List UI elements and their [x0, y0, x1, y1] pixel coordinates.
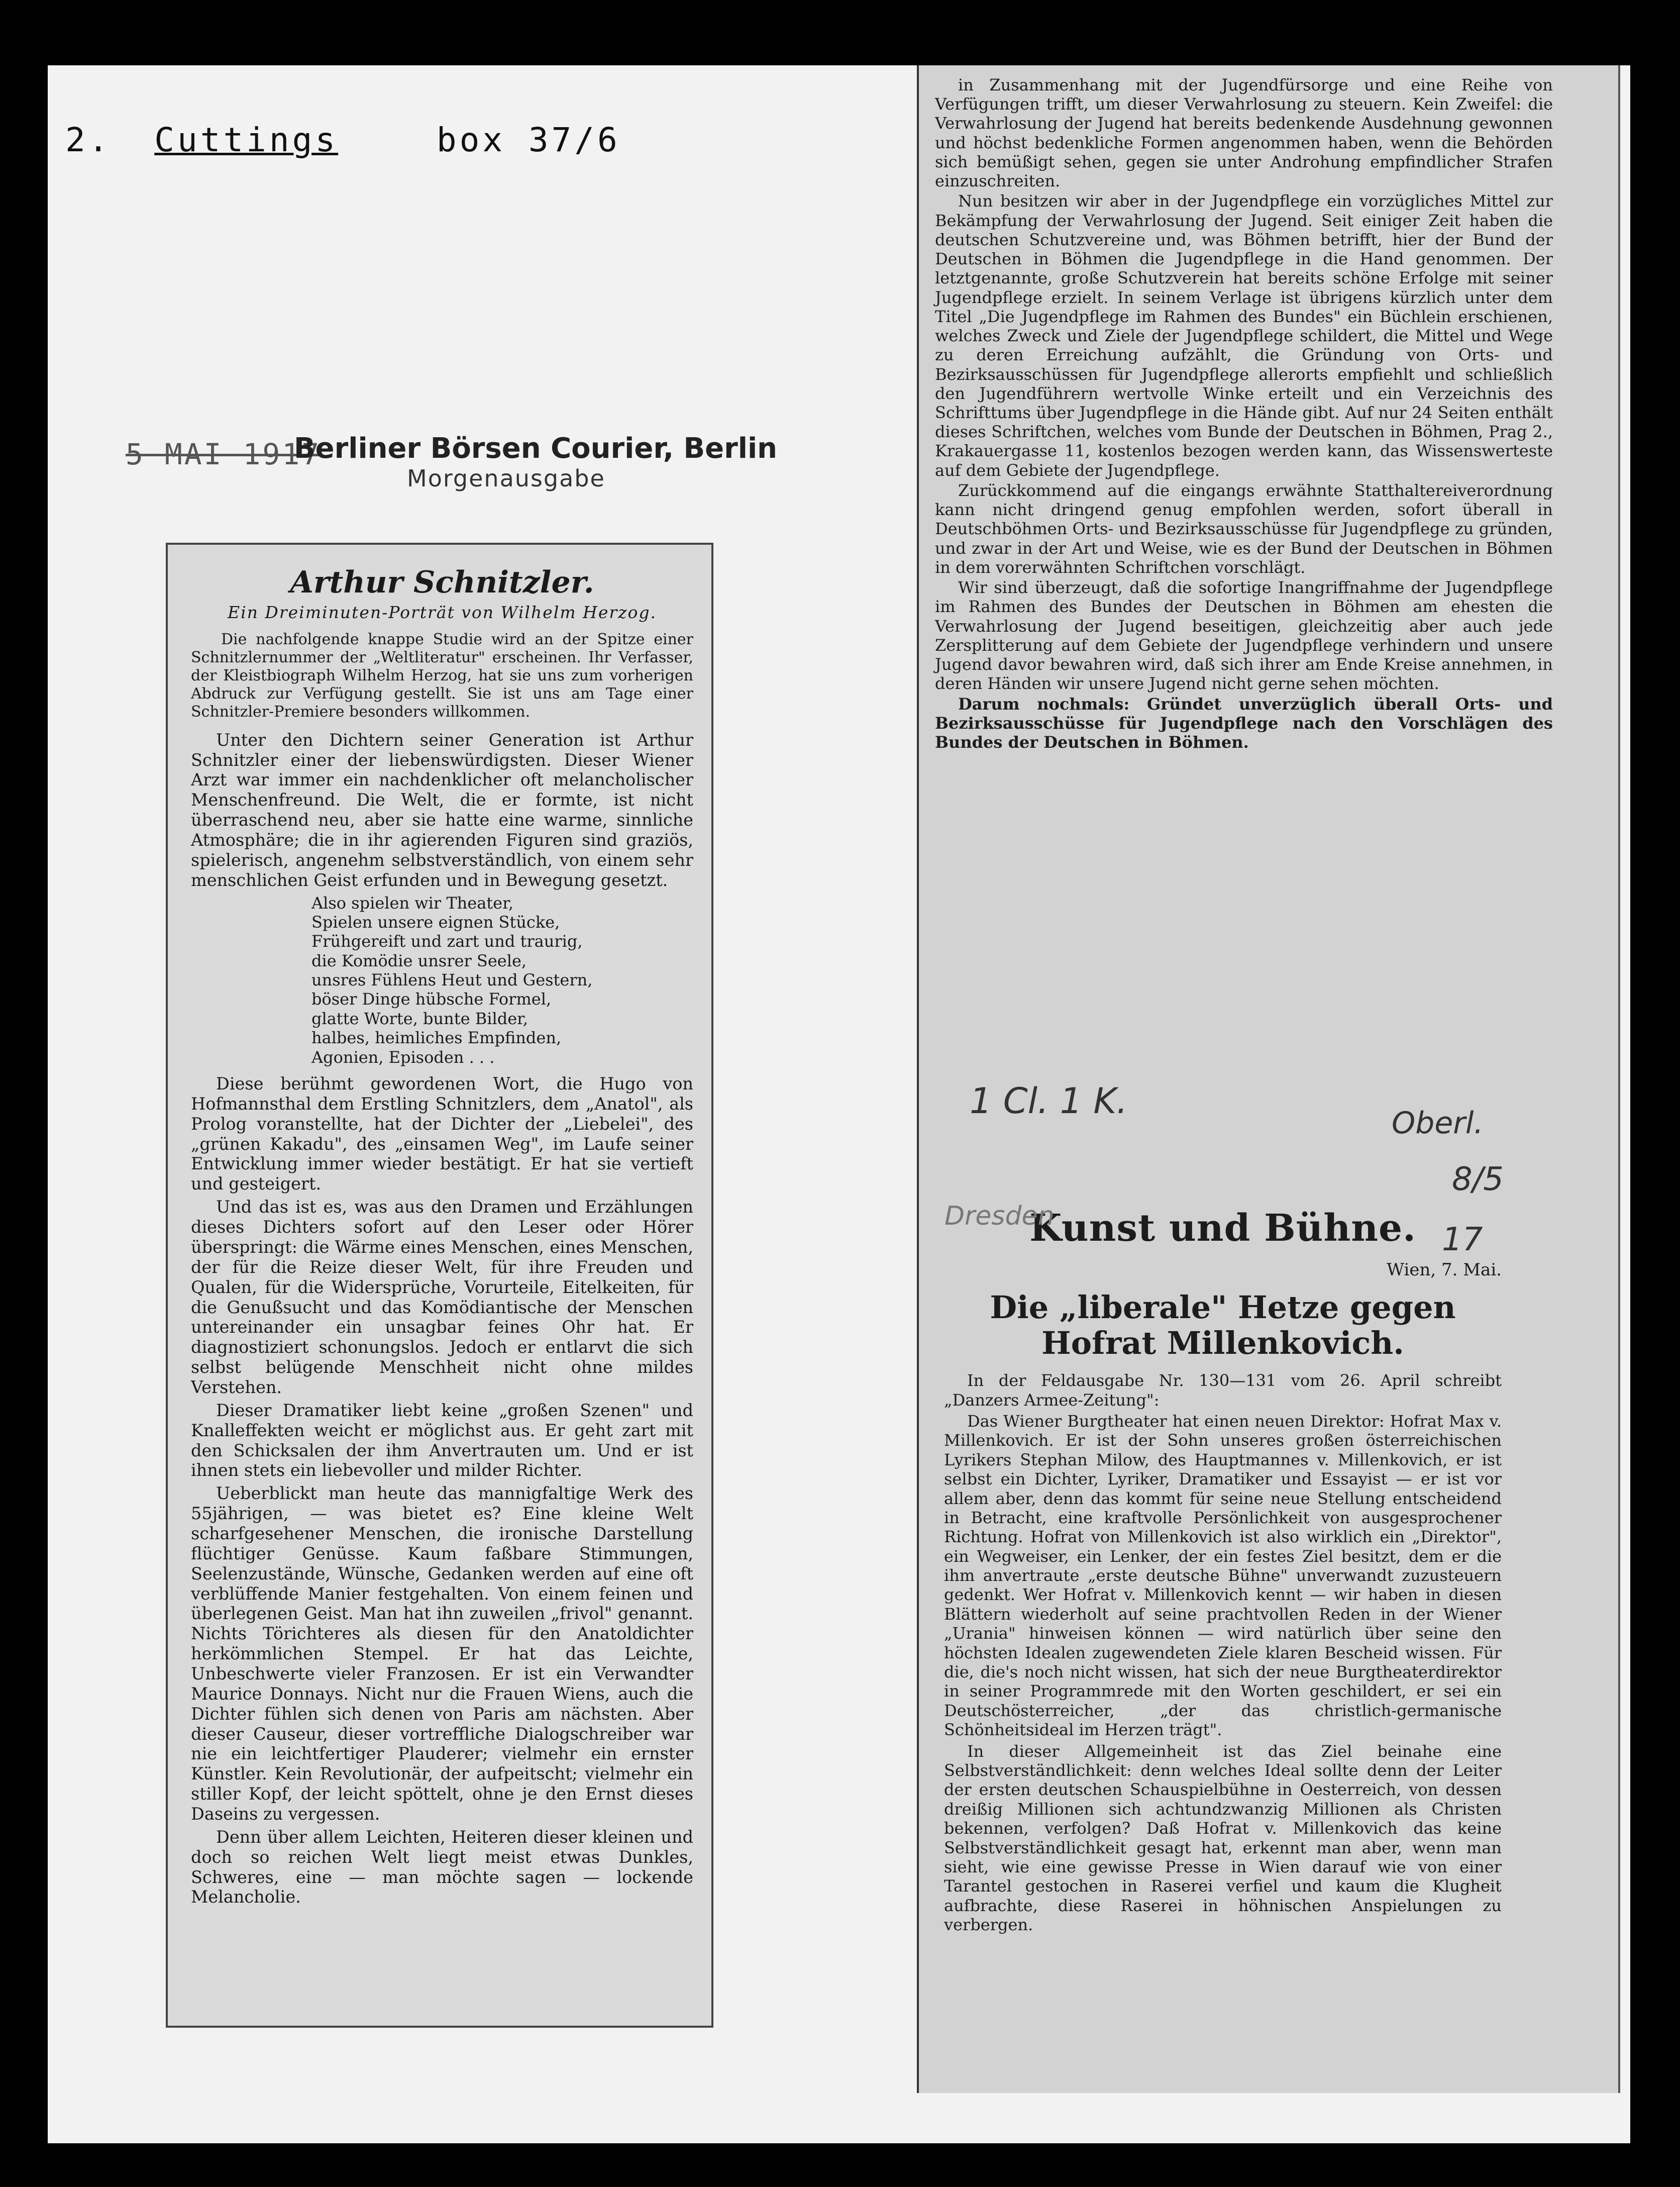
verse-line: Agonien, Episoden . . . — [311, 1047, 495, 1067]
archive-header — [65, 121, 620, 159]
verse-line: die Komödie unsrer Seele, — [311, 951, 527, 970]
date-stamp: 5 MAI 1917 — [126, 437, 322, 471]
article-paragraph: Zurückkommend auf die eingangs erwähnte Statthaltereiverordnung kann nicht dringend genug empfohlen werden, sofort überall in Deutschböhmen Orts- und Bezirksausschüsse für Jugendpflege zu gründen, und zwar in der Art und Weise, wie es der Bund der Deutschen in Böhmen in dem vorerwähnten Schriftchen vorschlägt. — [935, 480, 1553, 577]
poem-quote — [311, 893, 693, 1067]
article-paragraph: Diese berühmt gewordenen Wort, die Hugo von Hofmannsthal dem Erstling Schnitzlers, dem „Anatol", als Prolog voranstellte, hat der Dichter der „Liebelei", des „grünen Kakadu", des „einsamen Weg", im Laufe seiner Entwicklung immer wieder bestätigt. Er hat sie vertieft und gesteigert. — [191, 1074, 693, 1194]
article-headline: Die „liberale" Hetze gegen Hofrat Millenkovich. — [990, 1288, 1456, 1361]
article-paragraph: Denn über allem Leichten, Heiteren dieser kleinen und doch so reichen Welt liegt meist etwas Dunkles, Schweres, eine — man möchte sagen — lockende Melancholie. — [191, 1827, 693, 1907]
verse-line: Also spielen wir Theater, — [311, 893, 514, 913]
article-paragraph: Wir sind überzeugt, daß die sofortige Inangriffnahme der Jugendpflege im Rahmen des Bundes der Deutschen in Böhmen am ehesten die Verwahrlosung der Jugend beseitigen, gleichzeitig aber auch jede Zersplitterung auf dem Gebiete der Jugendpflege verhindern und unsere Jugend davor bewahren wird, daß sich ihrer am Ende Kreise annehmen, in deren Händen wir unsere Jugend nicht gerne sehen möchten. — [935, 578, 1553, 693]
handwritten-note: Dresden — [944, 1201, 1055, 1231]
handwritten-note: 17 — [1442, 1221, 1483, 1258]
article-paragraph: Dieser Dramatiker liebt keine „großen Szenen" und Knalleffekten weicht er möglichst aus. Er geht zart mit den Schicksalen der ihm Anvertrauten um. Und er ist ihnen stets ein liebevoller und milder Richter. — [191, 1400, 693, 1480]
article-paragraph: in Zusammenhang mit der Jugendfürsorge und eine Reihe von Verfügungen trifft, um dieser Verwahrlosung zu steuern. Kein Zweifel: die Verwahrlosung der Jugend hat bereits bedenkende Ausdehnung gewonnen und höchst bedenkliche Formen angenommen haben, wenn die Behörden sich bemüßigt sehen, gegen sie unter Androhung empfindlicher Strafen einzuschreiten. — [935, 75, 1553, 191]
handwritten-note: 1 Cl. 1 K. — [970, 1080, 1128, 1122]
article-paragraph: In dieser Allgemeinheit ist das Ziel beinahe eine Selbstverständlichkeit: denn welches Ideal sollte denn der Leiter der ersten deutschen Schauspielbühne in Oesterreich, von dessen dreißig Millionen sich achtundzwanzig Millionen als Christen bekennen, verfolgen? Daß Hofrat v. Millenkovich das keine Selbstverständlichkeit gesagt hat, erkennt man aber, wenn man sieht, wie eine gewisse Presse in Wien darauf wie von einer Tarantel gestochen in Raserei verfiel und kaum die Klugheit aufbrachte, diese Raserei in höhnischen Anspielungen zu verbergen. — [944, 1741, 1502, 1935]
verse-line: Spielen unsere eignen Stücke, — [311, 912, 560, 932]
article-paragraph: Ueberblickt man heute das mannigfaltige Werk des 55jährigen, — was bietet es? Eine kleine Welt scharfgesehener Menschen, die ironische Darstellung flüchtiger Genüsse. Kaum faßbare Stimmungen, Seelenzustände, Wünsche, Gedanken werden auf eine oft verblüffende Manier festgehalten. Von einem feinen und überlegenen Geist. Man hat ihn zuweilen „frivol" genannt. Nichts Törichteres als diesen für den Anatoldichter herkömmlichen Stempel. Er hat das Leichte, Unbeschwerte vieler Franzosen. Er ist ein Verwandter Maurice Donnays. Nicht nur die Frauen Wiens, auch die Dichter fühlen sich denen von Paris am nächsten. Aber dieser Causeur, dieser vortreffliche Dialogschreiber war nie ein leichtfertiger Plauderer; vielmehr ein ernster Künstler. Kein Revolutionär, der aufpeitscht; vielmehr ein stiller Kopf, der leicht spöttelt, ohne je den Ernst dieses Daseins zu vergessen. — [191, 1483, 693, 1824]
header-number: 2. — [65, 121, 112, 159]
jugendpflege-article — [919, 65, 1573, 753]
verse-line: böser Dinge hübsche Formel, — [311, 989, 552, 1009]
article-title: Arthur Schnitzler. — [290, 565, 594, 600]
newspaper-name: Berliner Börsen Courier, Berlin — [294, 432, 778, 465]
millenkovich-article — [929, 1206, 1517, 1937]
verse-line: Frühgereift und zart und traurig, — [311, 932, 583, 951]
dateline: Wien, 7. Mai. — [1387, 1259, 1502, 1280]
newspaper-edition: Morgenausgabe — [407, 465, 605, 492]
handwritten-note: 8/5 — [1452, 1161, 1504, 1198]
article-paragraph: Unter den Dichtern seiner Generation ist Arthur Schnitzler einer der liebenswürdigsten. Dieser Wiener Arzt war immer ein nachdenklicher oft melancholischer Menschenfreund. Die Welt, die er formte, ist nicht überraschend neu, aber sie hatte eine warme, sinnliche Atmosphäre; die in ihr agierenden Figuren sind graziös, spielerisch, angenehm selbstverständlich, von einem sehr menschlichen Geist erfunden und in Bewegung gesetzt. — [191, 730, 693, 890]
article-paragraph: Nun besitzen wir aber in der Jugendpflege ein vorzügliches Mittel zur Bekämpfung der Verwahrlosung der Jugend. Seit einiger Zeit haben die deutschen Schutzvereine und, was Böhmen betrifft, hier der Bund der Deutschen in Böhmen die Jugendpflege in die Hand genommen. Der letztgenannte, große Schutzverein hat bereits schöne Erfolge mit seiner Jugendpflege erzielt. In seinem Verlage ist übrigens kürzlich unter dem Titel „Die Jugendpflege im Rahmen des Bundes" ein Büchlein erschienen, welches Zweck und Ziele der Jugendpflege schildert, die Mittel und Wege zu deren Erreichung aufzählt, die Gründung von Orts- und Bezirksausschüssen für Jugendpflege allerorts empfiehlt und schließlich den Jugendführern wertvolle Winke erteilt und ein Verzeichnis des Schrifttums über Jugendpflege in die Hände gibt. Auf nur 24 Seiten enthält dieses Schriftchen, welches vom Bunde der Deutschen in Böhmen, Prag 2., Krakauergasse 11, kostenlos bezogen werden kann, das Wissenswerteste auf dem Gebiete der Jugendpflege. — [935, 191, 1553, 480]
section-heading: Kunst und Bühne. — [1029, 1207, 1416, 1250]
verse-line: halbes, heimliches Empfinden, — [311, 1028, 562, 1048]
header-box: box 37/6 — [436, 121, 620, 159]
article-paragraph: Darum nochmals: Gründet unverzüglich überall Orts- und Bezirksausschüsse für Jugendpflege nach den Vorschlägen des Bundes der Deutschen in Böhmen. — [935, 694, 1553, 752]
verse-line: unsres Fühlens Heut und Gestern, — [311, 970, 593, 990]
clipping-schnitzler — [166, 543, 713, 2028]
article-paragraph: In der Feldausgabe Nr. 130—131 vom 26. April schreibt „Danzers Armee-Zeitung": — [944, 1371, 1502, 1410]
article-intro: Die nachfolgende knappe Studie wird an der Spitze einer Schnitzlernummer der „Weltliteratur" erscheinen. Ihr Verfasser, der Kleistbiograph Wilhelm Herzog, hat sie uns zum vorherigen Abdruck zur Verfügung gestellt. Sie ist uns am Tage einer Schnitzler-Premiere besonders willkommen. — [191, 630, 693, 721]
handwritten-note: Oberl. — [1392, 1106, 1484, 1141]
article-paragraph: Das Wiener Burgtheater hat einen neuen Direktor: Hofrat Max v. Millenkovich. Er ist der Sohn unseres großen österreichischen Lyrikers Stephan Milow, des Hauptmannes v. Millenkovich, er ist selbst ein Dichter, Lyriker, Dramatiker und Essayist — er ist vor allem aber, denn das kommt für seine neue Stellung entscheidend in Betracht, eine kraftvolle Persönlichkeit von ausgesprochener Richtung. Hofrat von Millenkovich ist also wirklich ein „Direktor", ein Wegweiser, ein Lenker, der ein festes Ziel besitzt, dem er die ihm anvertraute „erste deutsche Bühne" unverwandt zuzusteuern gedenkt. Wer Hofrat v. Millenkovich kennt — wir haben in diesen Blättern wiederholt auf seine prachtvollen Reden in der Wiener „Urania" hinweisen können — wird natürlich über seine den höchsten Idealen zugewendeten Ziele klaren Bescheid wissen. Für die, die's noch nicht wissen, hat sich der neue Burgtheaterdirektor in seiner Programmrede mit den Worten geschildert, er sei ein Deutschösterreicher, „der das christlich-germanische Schönheitsideal im Herzen trägt". — [944, 1411, 1502, 1740]
clipping-right-column — [917, 65, 1620, 2093]
verse-line: glatte Worte, bunte Bilder, — [311, 1009, 529, 1028]
article-paragraph: Und das ist es, was aus den Dramen und Erzählungen dieses Dichters sofort auf den Leser oder Hörer überspringt: die Wärme eines Menschen, eines Menschen, der für die Reize dieser Welt, für ihre Freuden und Qualen, für die Widersprüche, Vorurteile, Eitelkeiten, für die Genußsucht und das Komödiantische der Menschen untereinander ein unsagbar feines Ohr hat. Er diagnostiziert schonungslos. Jedoch er entlarvt die sich selbst belügende Menschheit nicht ohne mildes Verstehen. — [191, 1197, 693, 1397]
header-label: Cuttings — [154, 121, 339, 159]
article-byline: Ein Dreiminuten-Porträt von Wilhelm Herzog. — [228, 603, 657, 623]
